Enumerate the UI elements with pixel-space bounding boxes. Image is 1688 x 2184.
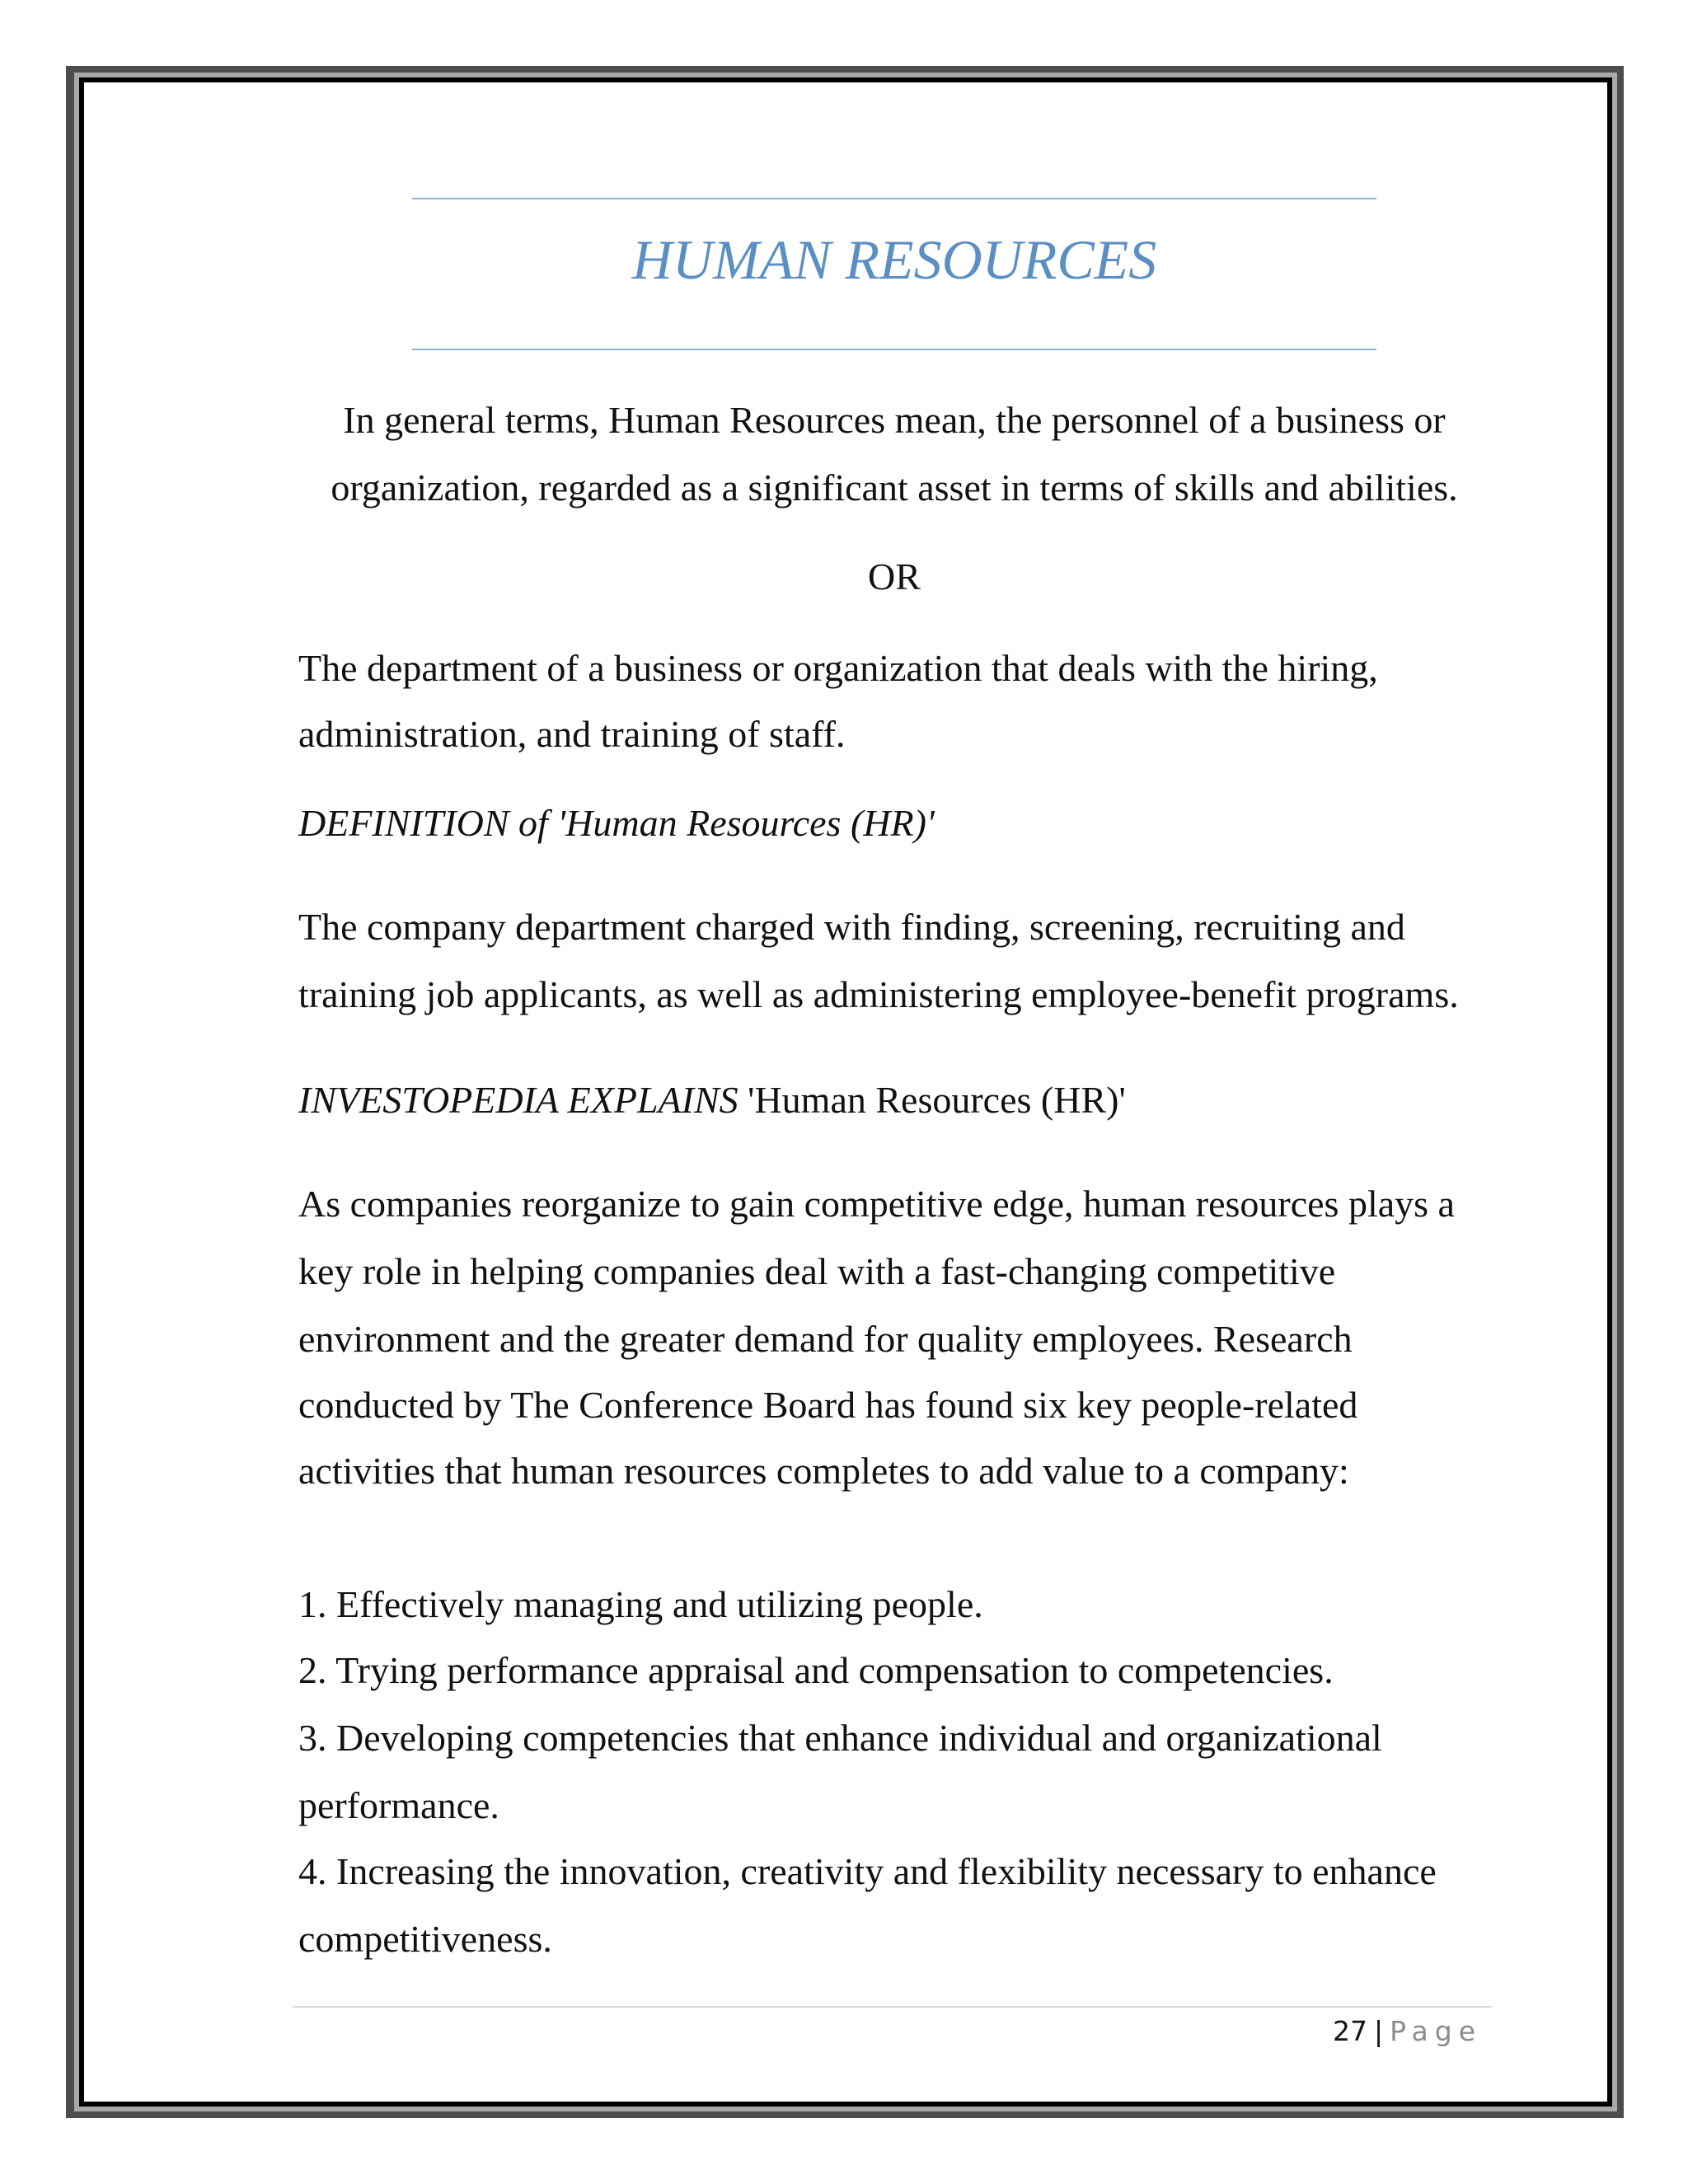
- or-separator: OR: [868, 555, 921, 598]
- list-line-4: performance.: [298, 1784, 499, 1826]
- explains-line-5: activities that human resources completes to add value to a company:: [298, 1450, 1349, 1492]
- list-line-2: 2. Trying performance appraisal and compensation to competencies.: [298, 1649, 1334, 1691]
- page-title: HUMAN RESOURCES: [631, 228, 1157, 291]
- definition-line-2: training job applicants, as well as administering employee-benefit programs.: [298, 973, 1459, 1015]
- footer-separator: |: [1373, 2015, 1384, 2047]
- page-label: Page: [1390, 2015, 1482, 2047]
- footer-rule: [293, 2006, 1492, 2008]
- page-number: 27: [1332, 2015, 1367, 2047]
- list-line-6: competitiveness.: [298, 1918, 552, 1960]
- page-footer: [1236, 2011, 1482, 2052]
- explains-line-2: key role in helping companies deal with a fast-changing competitive: [298, 1250, 1336, 1292]
- explains-line-4: conducted by The Conference Board has found six key people-related: [298, 1384, 1358, 1426]
- title-rule-top: [412, 198, 1376, 199]
- definition-line-1: The company department charged with finding, screening, recruiting and: [298, 906, 1405, 948]
- explains-heading-regular: 'Human Resources (HR)': [738, 1079, 1126, 1121]
- department-definition-line-1: The department of a business or organization that deals with the hiring,: [298, 647, 1378, 689]
- department-definition-line-2: administration, and training of staff.: [298, 713, 846, 755]
- list-line-1: 1. Effectively managing and utilizing people.: [298, 1583, 983, 1625]
- explains-heading: [298, 1066, 1126, 1134]
- explains-line-1: As companies reorganize to gain competitive edge, human resources plays a: [298, 1183, 1455, 1225]
- explains-line-3: environment and the greater demand for quality employees. Research: [298, 1318, 1353, 1360]
- intro-line-2: organization, regarded as a significant asset in terms of skills and abilities.: [331, 466, 1458, 509]
- list-line-5: 4. Increasing the innovation, creativity and flexibility necessary to enhance: [298, 1850, 1437, 1892]
- intro-line-1: In general terms, Human Resources mean, the personnel of a business or: [343, 399, 1446, 441]
- title-rule-bottom: [412, 349, 1376, 350]
- explains-heading-italic: INVESTOPEDIA EXPLAINS: [298, 1079, 738, 1121]
- list-line-3: 3. Developing competencies that enhance individual and organizational: [298, 1717, 1382, 1759]
- definition-heading: DEFINITION of 'Human Resources (HR)': [298, 802, 935, 844]
